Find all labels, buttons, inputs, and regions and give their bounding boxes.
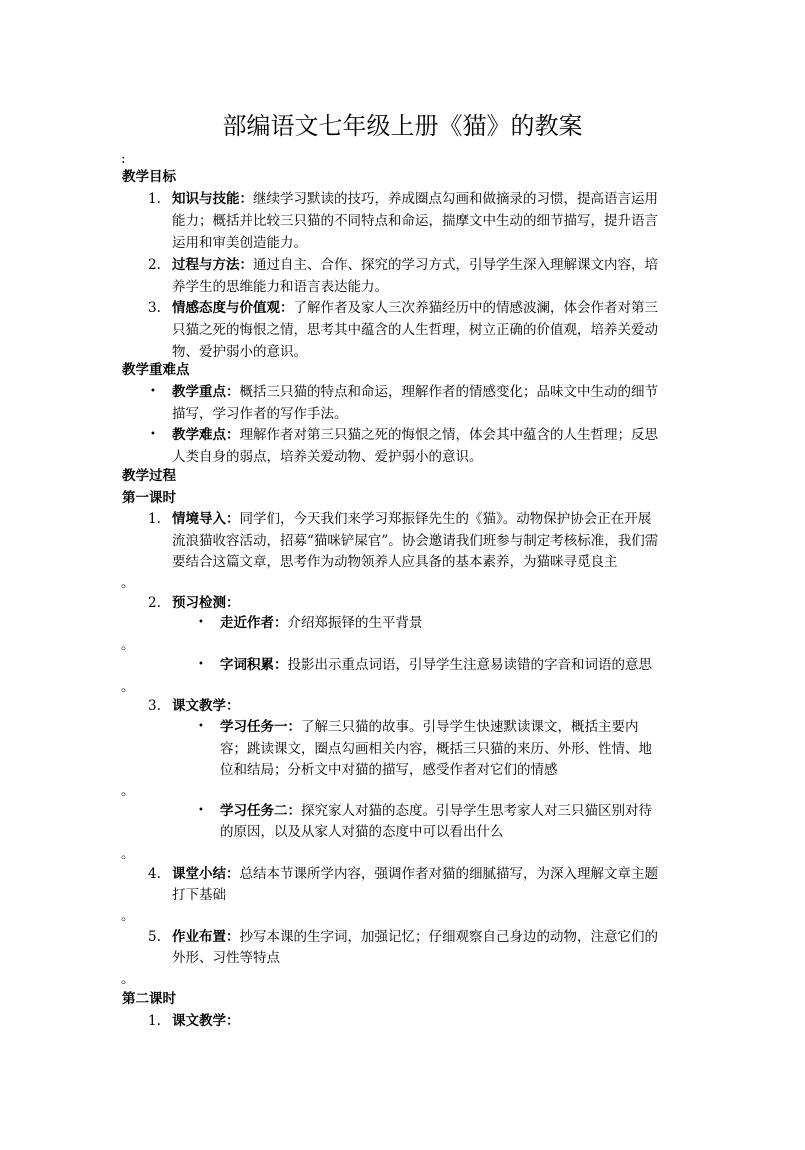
colon-mark: : [121,151,126,167]
l1-step-1-line-3: 要结合这篇文章，思考作为动物领养人应具备的基本素养，为猫咪寻觅良主 [172,554,618,570]
section-heading-keypoints: 教学重难点 [122,362,190,378]
l1-step-4-line-2: 打下基础 [172,887,226,903]
goal-1-line-3: 运用和审美创造能力。 [172,235,307,251]
l1-step-2a-bullet: • [198,617,204,628]
l1-step-4-line-1: 课堂小结：总结本节课所学内容，强调作者对猫的细腻描写，为深入理解文章主题 [172,866,658,882]
keypoint-2-label: 教学难点： [172,427,240,443]
l1-step-3b-line-1: 学习任务二：探究家人对猫的态度。引导学生思考家人对三只猫区别对待 [220,803,652,819]
l1-step-5-label: 作业布置： [172,929,240,945]
period-mark: 。 [121,637,135,653]
l1-step-3-label: 课文教学： [172,698,240,714]
l1-step-5-line-1: 作业布置：抄写本课的生字词，加强记忆；仔细观察自己身边的动物，注意它们的 [172,929,658,945]
l1-step-3b-label: 学习任务二： [220,803,301,819]
lesson-1-heading: 第一课时 [122,490,176,506]
page-title: 部编语文七年级上册《猫》的教案 [222,112,583,140]
goal-3-line-3: 物、爱护弱小的意识。 [172,344,307,360]
l1-step-4-number: 4. [148,866,161,882]
l1-step-3b-line-2: 的原因，以及从家人对猫的态度中可以看出什么 [220,824,504,840]
keypoint-1-bullet: • [150,386,156,397]
l1-step-2a-line-1: 走近作者：介绍郑振铎的生平背景 [220,615,423,631]
l1-step-2b-label: 字词积累： [220,657,288,673]
l1-step-2a-label: 走近作者： [220,615,288,631]
l1-step-3a-bullet: • [198,721,204,732]
l1-step-1-number: 1. [148,511,161,527]
goal-1-line-2: 能力；概括并比较三只猫的不同特点和命运，揣摩文中生动的细节描写，提升语言 [172,213,658,229]
l2-step-1-label: 课文教学： [172,1013,240,1029]
keypoint-2-line-1: 教学难点：理解作者对第三只猫之死的悔恨之情，体会其中蕴含的人生哲理；反思 [172,427,658,443]
l2-step-1-number: 1. [148,1013,161,1029]
goal-2-label: 过程与方法： [172,257,253,273]
keypoint-1-line-1: 教学重点：概括三只猫的特点和命运，理解作者的情感变化；品味文中生动的细节 [172,384,658,400]
l1-step-5-number: 5. [148,929,161,945]
period-mark: 。 [121,971,135,987]
goal-3-line-1: 情感态度与价值观：了解作者及家人三次养猫经历中的情感波澜，体会作者对第三 [172,300,658,316]
keypoint-2-line-2: 人类自身的弱点，培养关爱动物、爱护弱小的意识。 [172,449,483,465]
l1-step-3a-line-3: 位和结局；分析文中对猫的描写，感受作者对它们的情感 [220,762,558,778]
goal-3-number: 3. [148,300,161,316]
goal-2-line-1: 过程与方法：通过自主、合作、探究的学习方式，引导学生深入理解课文内容，培 [172,257,658,273]
l1-step-2-label: 预习检测： [172,595,240,611]
l1-step-1-line-1: 情境导入：同学们，今天我们来学习郑振铎先生的《猫》。动物保护协会正在开展 [172,511,652,527]
keypoint-2-bullet: • [150,429,156,440]
l1-step-2-number: 2. [148,595,161,611]
goal-1-label: 知识与技能： [172,191,253,207]
goal-3-label: 情感态度与价值观： [172,300,294,316]
section-heading-process: 教学过程 [122,468,176,484]
l1-step-2b-bullet: • [198,659,204,670]
keypoint-1-label: 教学重点： [172,384,240,400]
l1-step-3b-bullet: • [198,805,204,816]
lesson-2-heading: 第二课时 [122,991,176,1007]
l1-step-3a-label: 学习任务一： [220,719,301,735]
l1-step-1-label: 情境导入： [172,511,240,527]
l1-step-1-line-2: 流浪猫收容活动，招募“猫咪铲屎官”。协会邀请我们班参与制定考核标准，我们需 [172,533,659,549]
goal-1-number: 1. [148,191,161,207]
section-heading-goals: 教学目标 [122,169,176,185]
period-mark: 。 [121,908,135,924]
period-mark: 。 [121,575,135,591]
goal-3-line-2: 只猫之死的悔恨之情，思考其中蕴含的人生哲理，树立正确的价值观，培养关爱动 [172,322,658,338]
l1-step-4-label: 课堂小结： [172,866,240,882]
l1-step-3a-line-1: 学习任务一：了解三只猫的故事。引导学生快速默读课文，概括主要内 [220,719,639,735]
l1-step-3a-line-2: 容；跳读课文，圈点勾画相关内容，概括三只猫的来历、外形、性情、地 [220,741,652,757]
period-mark: 。 [121,679,135,695]
keypoint-1-line-2: 描写，学习作者的写作手法。 [172,406,348,422]
l1-step-5-line-2: 外形、习性等特点 [172,950,280,966]
period-mark: 。 [121,783,135,799]
period-mark: 。 [121,846,135,862]
l1-step-2b-line-1: 字词积累：投影出示重点词语，引导学生注意易读错的字音和词语的意思 [220,657,652,673]
l1-step-3-number: 3. [148,698,161,714]
goal-1-line-1: 知识与技能：继续学习默读的技巧，养成圈点勾画和做摘录的习惯，提高语言运用 [172,191,658,207]
goal-2-line-2: 养学生的思维能力和语言表达能力。 [172,279,388,295]
goal-2-number: 2. [148,257,161,273]
